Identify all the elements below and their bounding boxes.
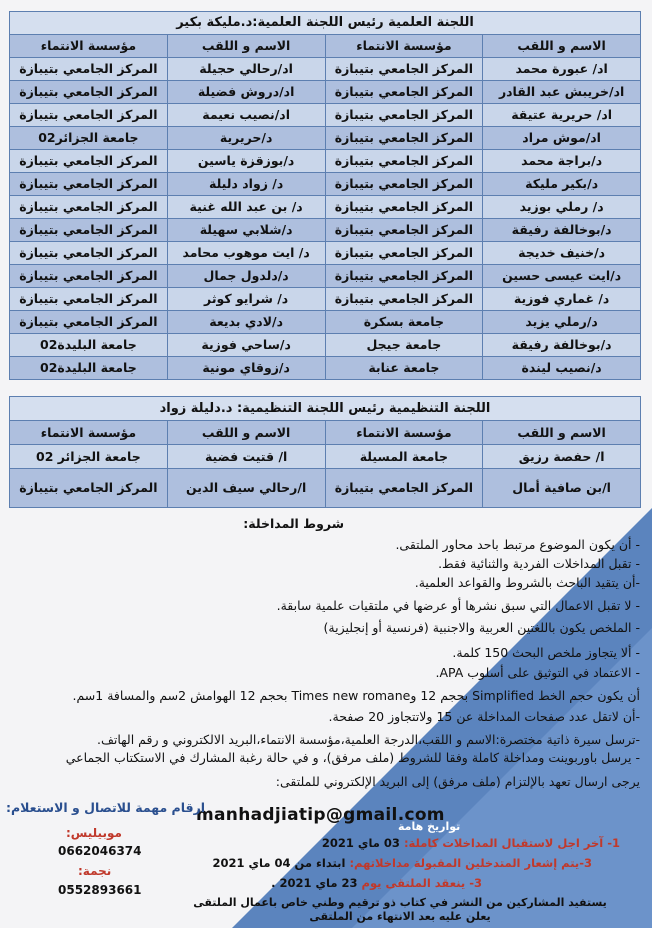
condition-item: أن يكون حجم الخط Simplified بحجم 12 وTimes new romane بحجم 12 الهوامش 2سم والمسافة 1سم. [72, 688, 640, 703]
member-name: د/ بن عبد الله غنية [167, 196, 325, 219]
email-address[interactable]: manhadjiatip@gmail.com [196, 805, 445, 825]
table-row [10, 219, 641, 242]
date-item-3-label: 3- ينعقد الملتقى يوم [361, 876, 482, 890]
member-name: ا/ قتيت فضية [167, 445, 325, 469]
table-title-row [10, 12, 641, 35]
contact-title: ارقام مهمة للاتصال و الاستعلام: [6, 800, 206, 815]
date-item-1-value: 03 ماي 2021 [321, 836, 400, 850]
table-row [10, 357, 641, 380]
condition-item: -أن يتقيد الباحث بالشروط والقواعد العلمية. [414, 575, 640, 590]
member-name: اد/خريبش عبد القادر [483, 81, 641, 104]
header-institution: مؤسسة الانتماء [10, 35, 168, 58]
table-row [10, 104, 641, 127]
table-row [10, 196, 641, 219]
member-institution: المركز الجامعي بتيبازة [325, 104, 483, 127]
member-institution: المركز الجامعي بتيبازة [325, 81, 483, 104]
date-item-1 [322, 836, 620, 850]
header-institution: مؤسسة الانتماء [325, 421, 483, 445]
condition-item: - ألا يتجاوز ملخص البحث 150 كلمة. [452, 645, 640, 660]
member-name: د/براجة محمد [483, 150, 641, 173]
table-row [10, 150, 641, 173]
member-name: اد/نصيب نعيمة [167, 104, 325, 127]
table-row [10, 445, 641, 469]
table-header-row [10, 421, 641, 445]
member-name: د/ رملي بوزيد [483, 196, 641, 219]
scientific-committee-title: اللجنة العلمية رئيس اللجنة العلمية:د.مليكة بكير [10, 12, 641, 35]
date-item-1-label: 1- آخر اجل لاستقبال المداخلات كاملة: [403, 836, 620, 850]
table-row [10, 334, 641, 357]
member-institution: جامعة الجزائر 02 [10, 445, 168, 469]
member-name: د/ايت عيسى حسين [483, 265, 641, 288]
member-institution: المركز الجامعي بتيبازة [10, 58, 168, 81]
member-institution: المركز الجامعي بتيبازة [10, 196, 168, 219]
table-row [10, 81, 641, 104]
member-name: د/رملي يزيد [483, 311, 641, 334]
member-institution: جامعة البليدة02 [10, 357, 168, 380]
member-institution: المركز الجامعي بتيبازة [10, 265, 168, 288]
member-institution: المركز الجامعي بتيبازة [325, 58, 483, 81]
member-institution: المركز الجامعي بتيبازة [325, 265, 483, 288]
member-institution: المركز الجامعي بتيبازة [325, 173, 483, 196]
member-institution: جامعة بسكرة [325, 311, 483, 334]
member-name: اد/موش مراد [483, 127, 641, 150]
member-institution: المركز الجامعي بتيبازة [325, 219, 483, 242]
table-row [10, 242, 641, 265]
dates-title: تواريخ هامة [398, 820, 461, 833]
organizing-committee-title: اللجنة التنظيمية رئيس اللجنة التنظيمية: د.دليلة زواد [10, 397, 641, 421]
date-item-2 [213, 856, 593, 870]
date-item-2-label: 3-يتم إشعار المتدخلين المقبولة مداخلاتهم: [349, 856, 592, 870]
date-item-2-value: ابتداء من 04 ماي 2021 [212, 856, 346, 870]
member-institution: المركز الجامعي بتيبازة [10, 288, 168, 311]
header-name: الاسم و اللقب [483, 421, 641, 445]
member-name: ا/ حفصة رزيق [483, 445, 641, 469]
organizing-committee-table [9, 396, 641, 508]
condition-item: يرجى ارسال تعهد بالإلتزام (ملف مرفق) إلى البريد الإلكتروني للملتقى: [275, 774, 640, 789]
condition-item: - أن يكون الموضوع مرتبط باحد محاور الملتقى. [395, 537, 640, 552]
table-row [10, 265, 641, 288]
table-row [10, 173, 641, 196]
date-item-3 [271, 876, 482, 890]
condition-item: - الملخص يكون باللغتين العربية والاجنبية (فرنسية أو إنجليزية) [323, 620, 640, 635]
condition-item: - يرسل باوربوينت ومداخلة كاملة وفقا للشروط (ملف مرفق)، و في حالة رغبة المشارك في الاستكتاب الجماعي [65, 750, 640, 765]
member-name: د/ زواد دليلة [167, 173, 325, 196]
publication-note: يستفيد المشاركين من النشر في كتاب ذو ترقيم وطني خاص باعمال الملتقى يعلن عليه بعد الانتهاء من الملتقى [193, 896, 607, 923]
member-name: اد/ عبورة محمد [483, 58, 641, 81]
member-institution: جامعة عنابة [325, 357, 483, 380]
member-institution: المركز الجامعي بتيبازة [10, 173, 168, 196]
header-name: الاسم و اللقب [167, 421, 325, 445]
condition-item: - تقبل المداخلات الفردية والثنائية فقط. [438, 556, 640, 571]
najma-label: نجمة: [78, 864, 112, 878]
member-institution: المركز الجامعي بتيبازة [10, 311, 168, 334]
table-header-row [10, 35, 641, 58]
member-name: اد/دروش فضيلة [167, 81, 325, 104]
member-name: د/ شرايو كوثر [167, 288, 325, 311]
table-row [10, 469, 641, 508]
member-institution: المركز الجامعي بتيبازة [10, 219, 168, 242]
member-institution: المركز الجامعي بتيبازة [10, 81, 168, 104]
mobilis-label: موبيليس: [66, 826, 122, 840]
condition-item: -ترسل سيرة ذاتية مختصرة:الاسم و اللقب،الدرجة العلمية،مؤسسة الانتماء،البريد الالكتروني و رقم الهاتف. [96, 732, 640, 747]
member-institution: جامعة جيجل [325, 334, 483, 357]
member-institution: المركز الجامعي بتيبازة [10, 150, 168, 173]
member-institution: المركز الجامعي بتيبازة [325, 469, 483, 508]
condition-item: - الاعتماد في التوثيق على أسلوب APA. [435, 665, 640, 680]
member-institution: جامعة البليدة02 [10, 334, 168, 357]
member-name: د/خنيف خديجة [483, 242, 641, 265]
member-name: ا/بن صافية أمال [483, 469, 641, 508]
member-name: د/لادي بديعة [167, 311, 325, 334]
member-name: د/نصيب ليندة [483, 357, 641, 380]
member-institution: جامعة الجزائر02 [10, 127, 168, 150]
member-institution: المركز الجامعي بتيبازة [325, 242, 483, 265]
member-name: د/ ايت موهوب محامد [167, 242, 325, 265]
header-institution: مؤسسة الانتماء [325, 35, 483, 58]
member-name: د/دلدول جمال [167, 265, 325, 288]
mobilis-number[interactable]: 0662046374 [58, 844, 142, 858]
conditions-title: شروط المداخلة: [243, 516, 344, 531]
member-name: د/بوخالفة رفيقة [483, 334, 641, 357]
member-name: اد/ حريرية عتيقة [483, 104, 641, 127]
member-institution: المركز الجامعي بتيبازة [10, 242, 168, 265]
member-name: د/بوزقزة ياسين [167, 150, 325, 173]
member-institution: المركز الجامعي بتيبازة [325, 127, 483, 150]
member-name: د/بكير مليكة [483, 173, 641, 196]
member-name: د/ غماري فوزية [483, 288, 641, 311]
table-title-row [10, 397, 641, 421]
table-row [10, 311, 641, 334]
member-institution: المركز الجامعي بتيبازة [10, 469, 168, 508]
scientific-committee-table [9, 11, 641, 380]
najma-number[interactable]: 0552893661 [58, 883, 142, 897]
member-institution: المركز الجامعي بتيبازة [325, 288, 483, 311]
date-item-3-value: 23 ماي 2021 . [271, 876, 358, 890]
member-institution: المركز الجامعي بتيبازة [325, 150, 483, 173]
member-institution: المركز الجامعي بتيبازة [10, 104, 168, 127]
condition-item: - لا تقبل الاعمال التي سبق نشرها أو عرضها في ملتقيات علمية سابقة. [276, 598, 640, 613]
table-row [10, 127, 641, 150]
member-name: د/زوقاي مونية [167, 357, 325, 380]
member-name: ا/رحالي سيف الدين [167, 469, 325, 508]
member-name: د/بوخالفة رفيقة [483, 219, 641, 242]
member-institution: جامعة المسيلة [325, 445, 483, 469]
table-row [10, 58, 641, 81]
header-institution: مؤسسة الانتماء [10, 421, 168, 445]
member-institution: المركز الجامعي بتيبازة [325, 196, 483, 219]
member-name: د/ساحي فوزية [167, 334, 325, 357]
member-name: د/شلابي سهيلة [167, 219, 325, 242]
header-name: الاسم و اللقب [483, 35, 641, 58]
table-row [10, 288, 641, 311]
condition-item: -أن لاتقل عدد صفحات المداخلة عن 15 ولاتتجاوز 20 صفحة. [328, 709, 640, 724]
member-name: د/حريرية [167, 127, 325, 150]
header-name: الاسم و اللقب [167, 35, 325, 58]
scientific-committee-body [10, 58, 641, 380]
member-name: اد/رحالي حجيلة [167, 58, 325, 81]
